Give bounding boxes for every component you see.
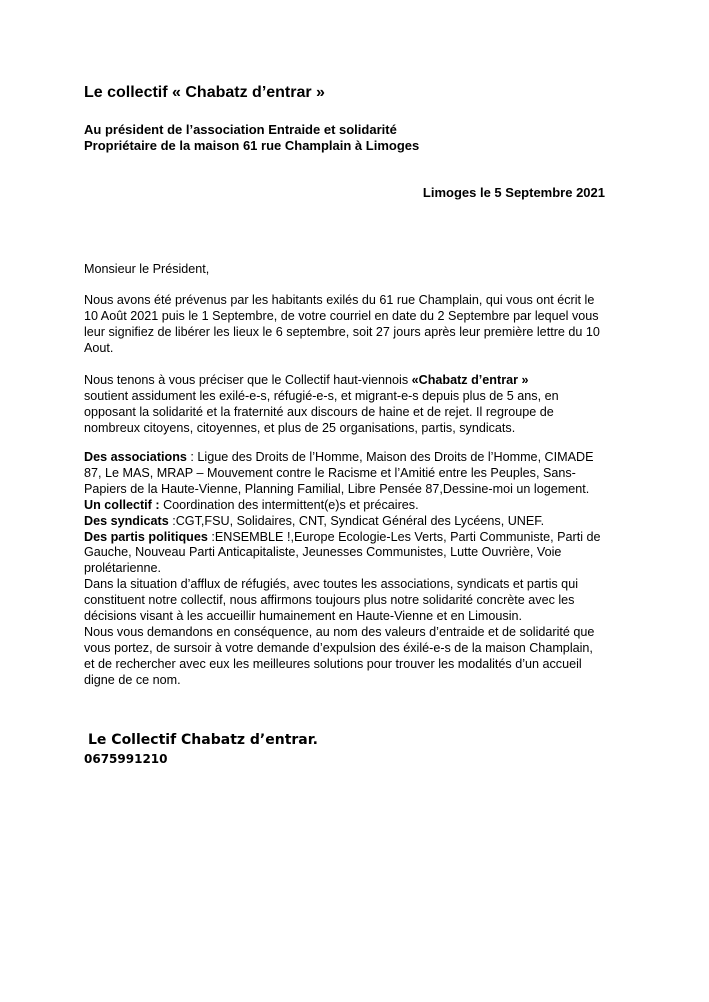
text-line: décisions visant à les accueillir humainement en Haute-Vienne et en Limousin. (84, 609, 522, 624)
paragraph-collectif (84, 373, 629, 437)
text-segment: Coordination des intermittent(e)s et précaires. (159, 497, 419, 512)
associations-label: Des associations (84, 450, 187, 464)
text-segment: Nous tenons à vous préciser que le Collectif haut-viennois (84, 373, 412, 387)
recipient-line: Au président de l’association Entraide et solidarité (84, 122, 397, 137)
text-line: Dans la situation d’afflux de réfugiés, avec toutes les associations, syndicats et partis qui (84, 577, 578, 592)
collectif-label: Un collectif : (84, 497, 160, 512)
signature-phone: 0675991210 (84, 752, 168, 766)
text-line: nombreux citoyens, citoyennes, et plus de 25 organisations, partis, syndicats. (84, 420, 516, 435)
letter-date: Limoges le 5 Septembre 2021 (422, 185, 605, 200)
text-line (84, 450, 629, 466)
greeting: Monsieur le Président, (84, 262, 210, 276)
recipient-block (84, 122, 419, 154)
text-line: et de rechercher avec eux les meilleures solutions pour trouver les modalités d’un accueil (84, 656, 582, 671)
collectif-name: «Chabatz d’entrar » (411, 373, 529, 387)
text-line (84, 514, 629, 530)
text-line: opposant la solidarité et la fraternité aux discours de haine et de rejet. Il regroupe de (84, 404, 554, 419)
text-segment: : Ligue des Droits de l’Homme, Maison des Droits de l’Homme, CIMADE (186, 450, 594, 464)
text-line: constituent notre collectif, nous affirmons toujours plus notre solidarité concrète avec les (84, 593, 575, 608)
text-line: digne de ce nom. (84, 672, 181, 687)
recipient-line: Propriétaire de la maison 61 rue Champlain à Limoges (84, 138, 420, 153)
text-line: prolétarienne. (84, 561, 162, 576)
paragraph-members (84, 450, 629, 689)
text-line: 10 Août 2021 puis le 1 Septembre, de votre courriel en date du 2 Septembre par lequel vous (84, 308, 599, 323)
text-line (84, 373, 629, 389)
text-line: Gauche, Nouveau Parti Anticapitaliste, Jeunesses Communistes, Lutte Ouvrière, Voie (84, 545, 562, 560)
letter-title: Le collectif « Chabatz d’entrar » (84, 84, 325, 101)
text-line: Papiers de la Haute-Vienne, Planning Familial, Libre Pensée 87,Dessine-moi un logement. (84, 481, 590, 496)
text-line: soutient assidument les exilé-e-s, réfugié-e-s, et migrant-e-s depuis plus de 5 ans, en (84, 388, 559, 403)
signature-name: Le Collectif Chabatz d’entrar. (88, 732, 318, 748)
paragraph-notice (84, 293, 629, 357)
text-segment: :ENSEMBLE !,Europe Ecologie-Les Verts, Parti Communiste, Parti de (207, 529, 601, 544)
text-line: Nous vous demandons en conséquence, au nom des valeurs d’entraide et de solidarité que (84, 624, 595, 639)
syndicats-label: Des syndicats (84, 513, 169, 528)
text-line: Aout. (84, 340, 114, 355)
text-segment: :CGT,FSU, Solidaires, CNT, Syndicat Général des Lycéens, UNEF. (168, 513, 545, 528)
text-line (84, 498, 629, 514)
partis-label: Des partis politiques (84, 529, 208, 544)
text-line: vous portez, de sursoir à votre demande d’expulsion des éxilé-e-s de la maison Champlain, (84, 640, 593, 655)
text-line (84, 530, 629, 546)
text-line: leur signifiez de libérer les lieux le 6 septembre, soit 27 jours après leur première lettre du 10 (84, 324, 600, 339)
text-line: 87, Le MAS, MRAP – Mouvement contre le Racisme et l’Amitié entre les Peuples, Sans- (84, 465, 576, 480)
text-line: Nous avons été prévenus par les habitants exilés du 61 rue Champlain, qui vous ont écrit le (84, 293, 595, 307)
